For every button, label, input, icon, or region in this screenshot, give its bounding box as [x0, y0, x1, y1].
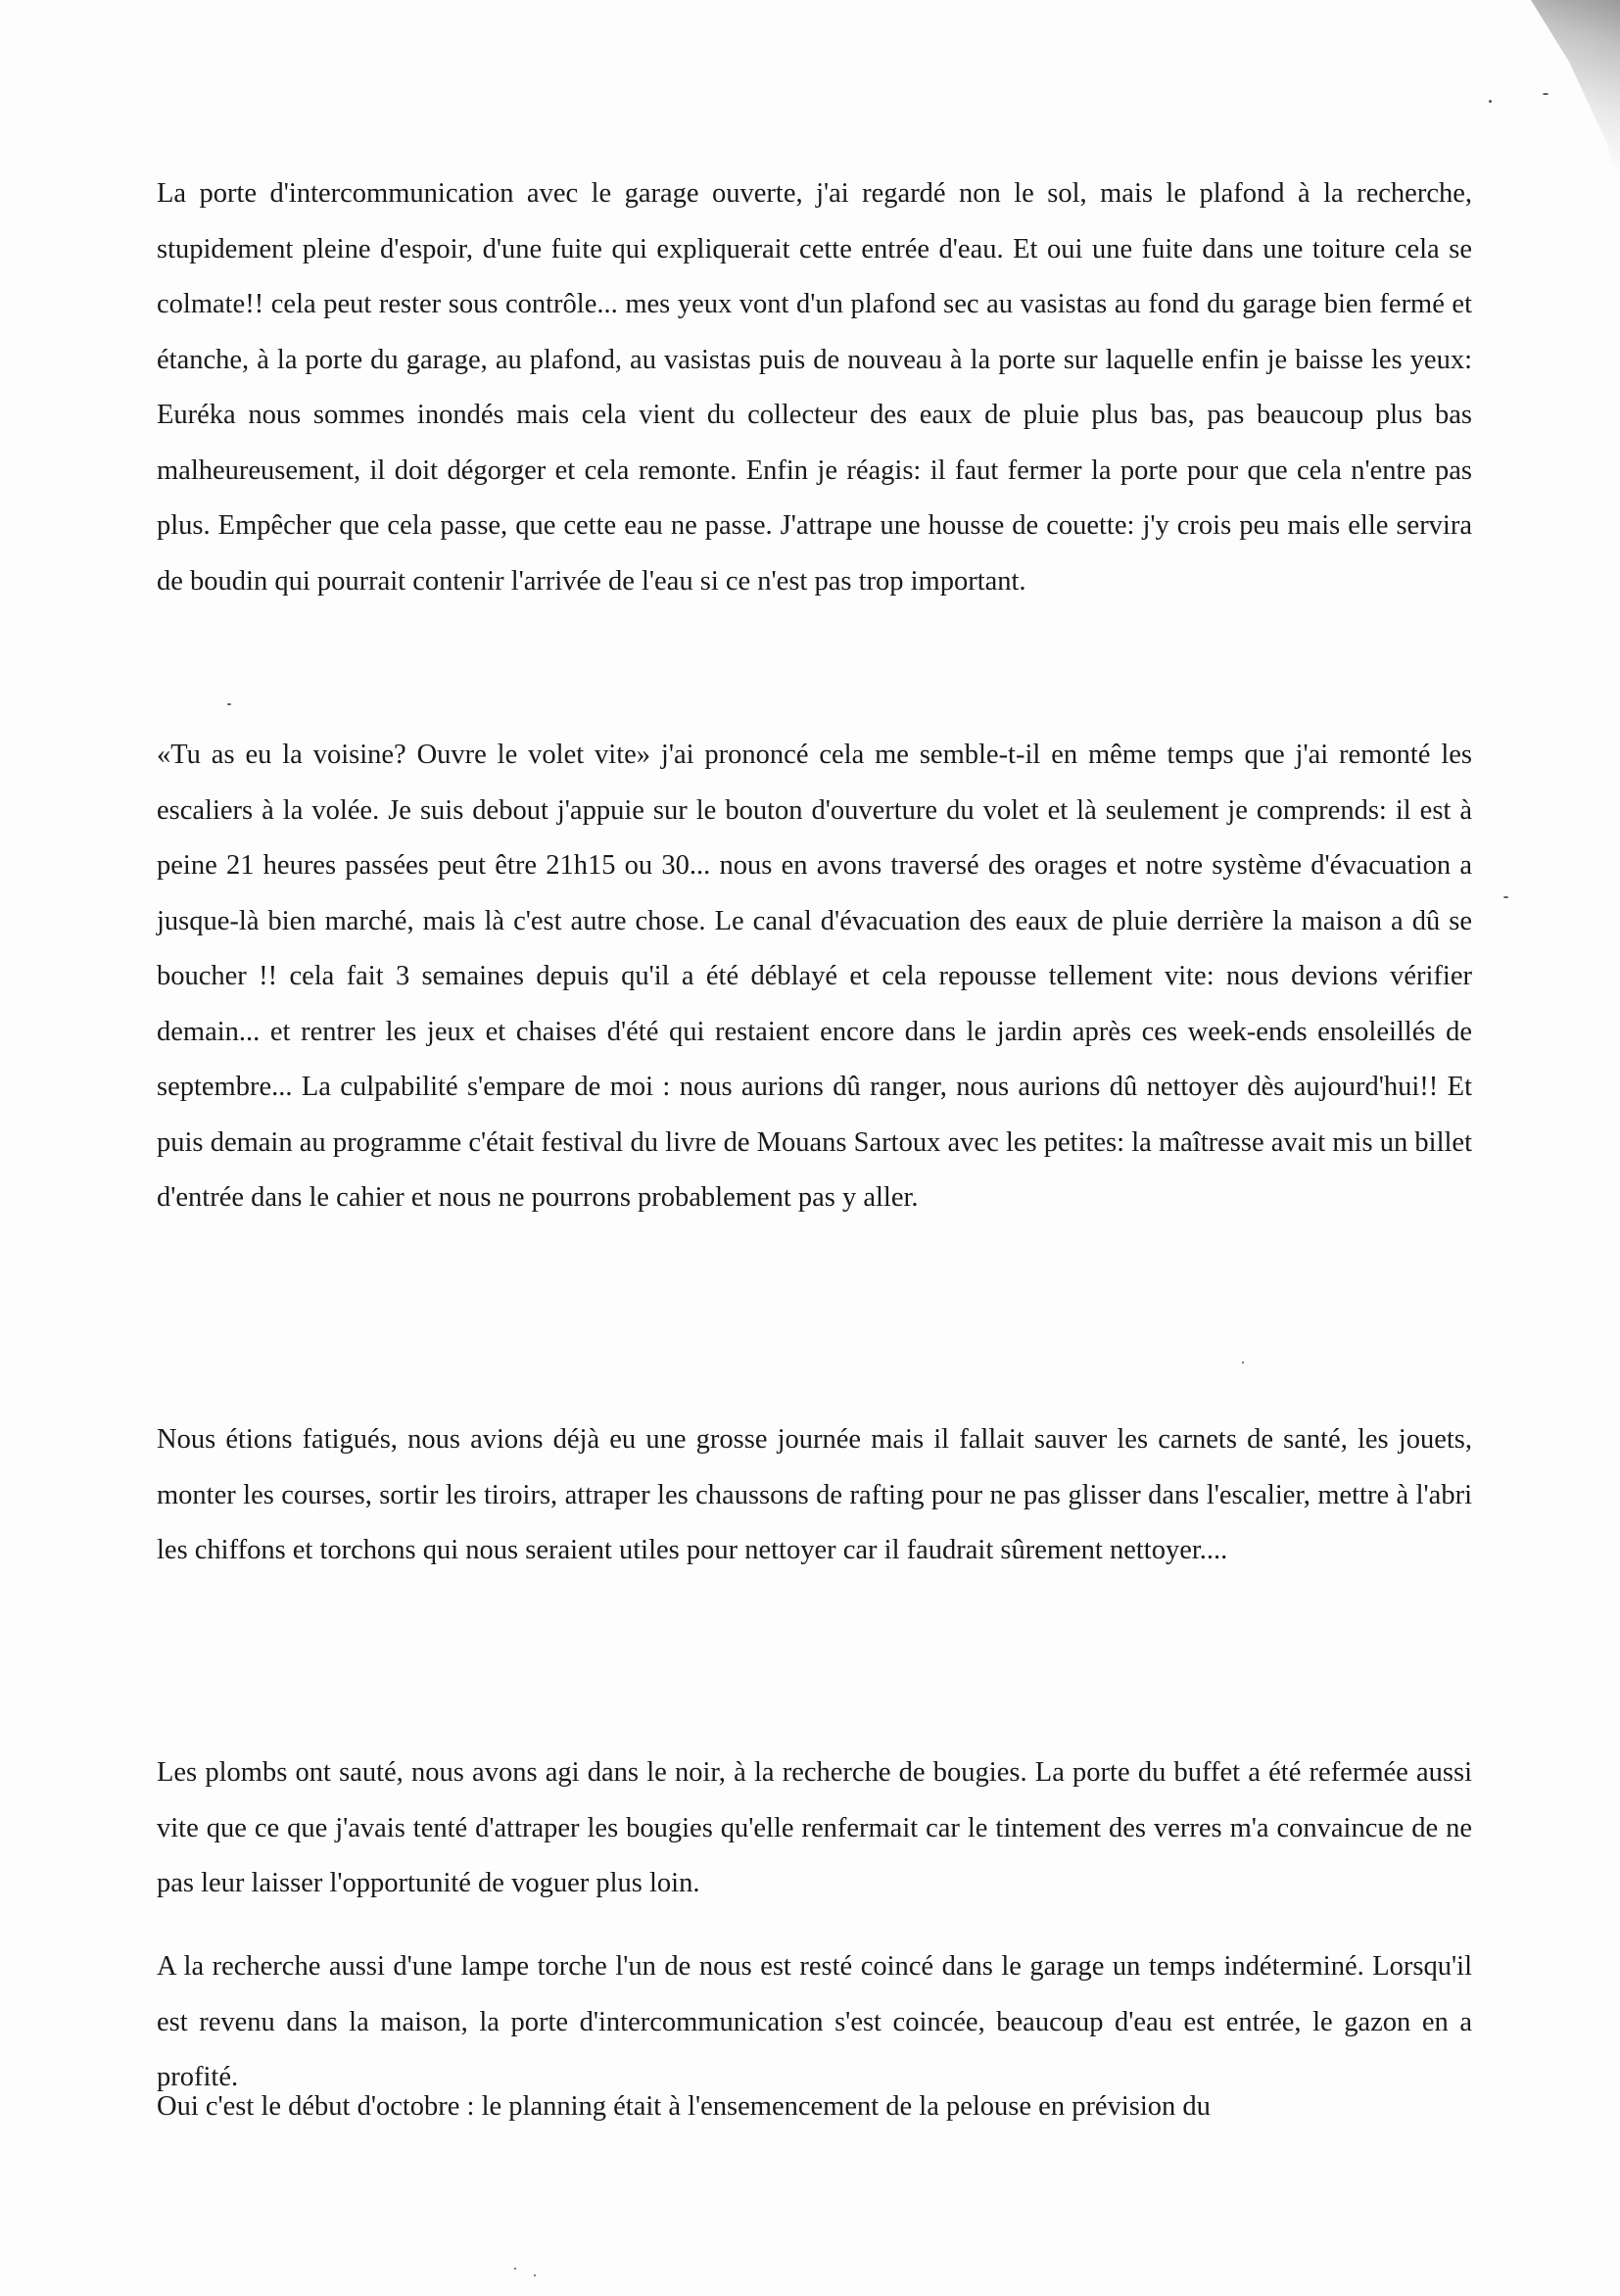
scan-corner-shadow — [1493, 0, 1620, 206]
paragraph — [157, 1746, 1472, 1912]
scan-speck — [514, 2268, 516, 2270]
paragraph-text: La porte d'intercommunication avec le garage ouverte, j'ai regardé non le sol, mais le plafond à la recherche, stupidement pleine d'espoir, d'une fuite qui expliquerait cette entrée d'eau. Et oui une fuite dans une toiture cela se colmate!! cela peut rester sous contrôle... mes yeux vont d'un plafond sec au vasistas au fond du garage bien fermé et étanche, à la porte du garage, au plafond, au vasistas puis de nouveau à la porte sur laquelle enfin je baisse les yeux: Euréka nous sommes inondés mais cela vient du collecteur des eaux de pluie plus bas, pas beaucoup plus bas malheureusement, il doit dégorger et cela remonte. Enfin je réagis: il faut fermer la porte pour que cela n'entre pas plus. Empêcher que cela passe, que cette eau ne passe. J'attrape une housse de couette: j'y crois peu mais elle servira de boudin qui pourrait contenir l'arrivée de l'eau si ce n'est pas trop important. — [157, 178, 1472, 597]
paragraph-text: Nous étions fatigués, nous avions déjà eu une grosse journée mais il fallait sauver les carnets de santé, les jouets, monter les courses, sortir les tiroirs, attraper les chaussons de rafting pour ne pas glisser dans l'escalier, mettre à l'abri les chiffons et torchons qui nous seraient utiles pour nettoyer car il faudrait sûrement nettoyer.... — [157, 1424, 1472, 1565]
scan-speck — [1503, 896, 1508, 898]
scan-speck — [227, 703, 231, 705]
paragraph-text: Oui c'est le début d'octobre : le planning était à l'ensemencement de la pelouse en prévision du — [157, 2091, 1211, 2122]
paragraph-text: Les plombs ont sauté, nous avons agi dans le noir, à la recherche de bougies. La porte du buffet a été refermée aussi vite que ce que j'avais tenté d'attraper les bougies qu'elle renfermait car le tintement des verres m'a convaincue de ne pas leur laisser l'opportunité de voguer plus loin. — [157, 1757, 1472, 1898]
scan-speck — [1489, 100, 1492, 103]
scan-speck — [1543, 93, 1549, 95]
paragraph — [157, 2080, 1472, 2135]
scan-speck — [534, 2274, 536, 2276]
paragraph-text: «Tu as eu la voisine? Ouvre le volet vite» j'ai prononcé cela me semble-t-il en même temps que j'ai remonté les escaliers à la volée. Je suis debout j'appuie sur le bouton d'ouverture du volet et là seulement je comprends: il est à peine 21 heures passées peut être 21h15 ou 30... nous en avons traversé des orages et notre système d'évacuation a jusque-là bien marché, mais là c'est autre chose. Le canal d'évacuation des eaux de pluie derrière la maison a dû se boucher !! cela fait 3 semaines depuis qu'il a été déblayé et cela repousse tellement vite: nous devions vérifier demain... et rentrer les jeux et chaises d'été qui restaient encore dans le jardin après ces week-ends ensoleillés de septembre... La culpabilité s'empare de moi : nous aurions dû ranger, nous aurions dû nettoyer dès aujourd'hui!! Et puis demain au programme c'était festival du livre de Mouans Sartoux avec les petites: la maîtresse avait mis un billet d'entrée dans le cahier et nous ne pourrons probablement pas y aller. — [157, 740, 1472, 1213]
paragraph-text: A la recherche aussi d'une lampe torche l'un de nous est resté coincé dans le garage un temps indéterminé. Lorsqu'il est revenu dans la maison, la porte d'intercommunication s'est coincée, beaucoup d'eau est entrée, le gazon en a profité. — [157, 1951, 1472, 2092]
paragraph — [157, 1412, 1472, 1579]
scan-speck — [1242, 1362, 1244, 1363]
paragraph — [157, 728, 1472, 1226]
paragraph — [157, 167, 1472, 609]
